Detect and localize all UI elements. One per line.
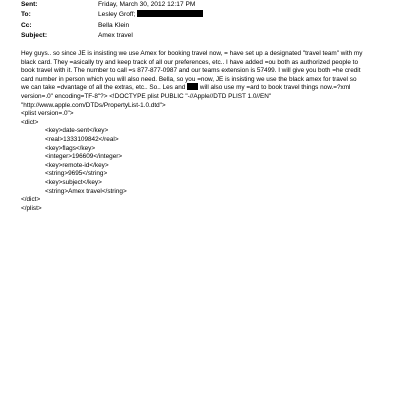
body-line: [21, 59, 381, 68]
cc-value: Bella Klein: [98, 21, 130, 29]
body-line: [21, 170, 381, 179]
body-line: [21, 119, 381, 128]
body-line-text: <key>remote-id</key>: [45, 161, 109, 169]
body-line: [21, 136, 381, 145]
body-line: [21, 110, 381, 119]
body-line: [21, 179, 381, 188]
body-line: [21, 162, 381, 171]
body-line: [21, 153, 381, 162]
body-line-text: "http://www.apple.com/DTDs/PropertyList-1.0.dtd">: [21, 101, 166, 109]
header-row-to: [21, 10, 391, 20]
body-line-text: <plist version=.0">: [21, 110, 74, 118]
header-row-subject: [21, 31, 391, 41]
body-line: [21, 205, 381, 214]
body-line-text: <dict>: [21, 118, 39, 126]
body-line-text: Hey guys.. so since JE is insisting we use Amex for booking travel now, = have set up a designated "travel team" with my: [21, 50, 363, 57]
body-line: [21, 93, 381, 102]
to-cell: [98, 10, 391, 20]
header-row-sent: [21, 0, 391, 10]
body-line: [21, 76, 381, 85]
body-line-text: <string>Amex travel</string>: [45, 187, 127, 195]
body-line: [21, 196, 381, 205]
body-line: [21, 145, 381, 154]
body-line-text: </plist>: [21, 204, 42, 212]
body-line: [21, 84, 381, 93]
sent-value: Friday, March 30, 2012 12:17 PM: [98, 1, 196, 8]
body-line-text: <string>9695</string>: [45, 170, 108, 178]
body-line: [21, 102, 381, 111]
body-line-text: book travel with it. The number to call =s 877-877-0987 and our teams extension is 57499. I will give you both =he credit: [21, 67, 361, 75]
redaction-box: [187, 83, 198, 90]
email-header: [21, 0, 391, 41]
subject-label: Subject:: [21, 31, 48, 39]
subject-value: Amex travel: [98, 31, 133, 39]
header-row-cc: [21, 21, 391, 31]
body-line-text: <integer>196609</integer>: [45, 153, 123, 161]
body-line-text: </dict>: [21, 196, 41, 204]
body-line: [21, 67, 381, 76]
body-line-text: <real>1333109842</real>: [45, 135, 119, 143]
body-line-text: <key>subject</key>: [45, 178, 102, 186]
body-line: [21, 188, 381, 197]
body-line: [21, 127, 381, 136]
to-value: Lesley Groff;: [98, 11, 136, 19]
body-line-text: we can take =dvantage of all the extras, etc.. So.. Les and: [21, 84, 186, 92]
body-line-text: black card. They =asically try and keep track of all our preferences, etc.. I have added =ou both as authorized people to: [21, 58, 359, 66]
body-line-text-after: will also use my =ard to book travel things now.=?xml: [198, 84, 351, 92]
sent-label: Sent:: [21, 1, 38, 8]
cc-label: Cc:: [21, 21, 32, 29]
email-body: [21, 50, 381, 213]
body-line-text: <key>date-sent</key>: [45, 127, 109, 135]
body-line-text: card number in person which you will also need. Bella, so you =now, JE is insisting we use the black amex for travel so: [21, 75, 357, 83]
body-line-text: version=.0" encoding=TF-8"?> <!DOCTYPE plist PUBLIC "-//Apple//DTD PLIST 1.0//EN": [21, 92, 272, 100]
to-label: To:: [21, 11, 31, 19]
redaction-box: [137, 10, 203, 17]
body-line: [21, 50, 381, 59]
body-line-text: <key>flags</key>: [45, 144, 96, 152]
